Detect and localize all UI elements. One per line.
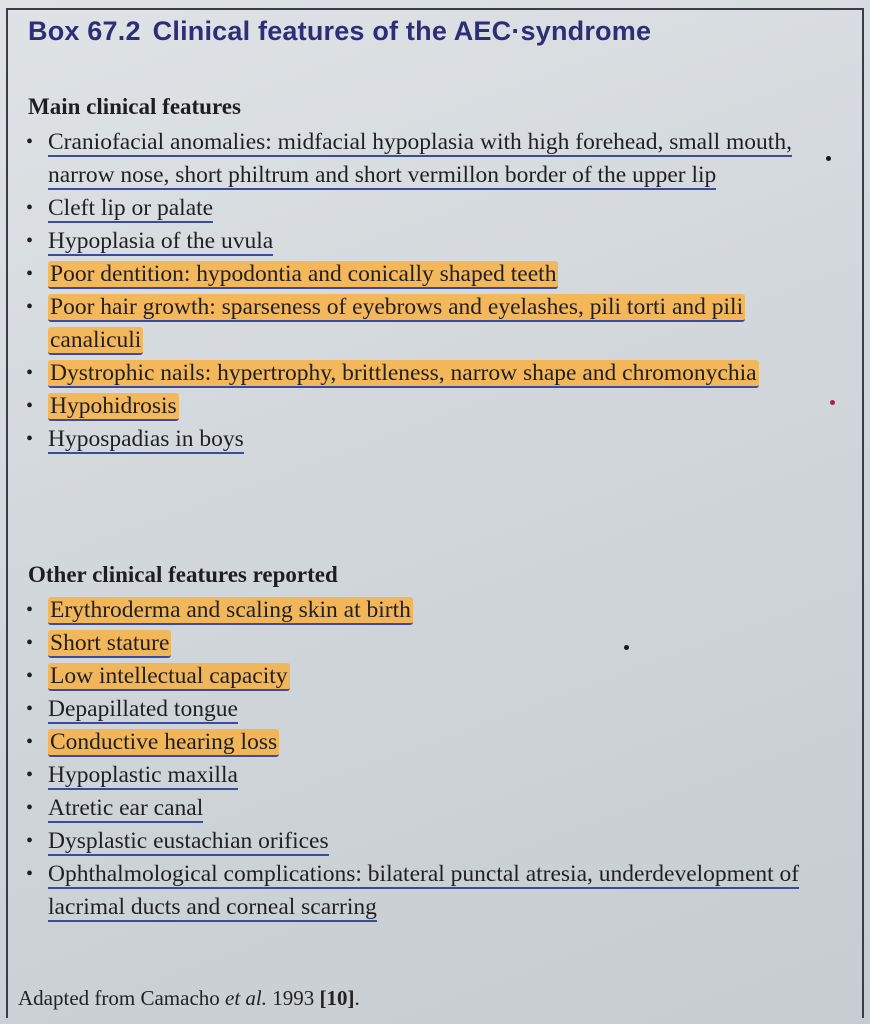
feature-text: Depapillated tongue <box>48 696 238 722</box>
other-features-list <box>22 594 802 924</box>
main-features-list <box>22 126 802 456</box>
feature-text: Short stature <box>50 630 170 656</box>
feature-text: Dystrophic nails: hypertrophy, brittleness, narrow shape and chromonychia <box>50 360 757 386</box>
feature-text: Hypospadias in boys <box>48 426 244 452</box>
box-number: Box 67.2 <box>28 16 141 46</box>
feature-item <box>22 192 802 225</box>
other-features-heading: Other clinical features reported <box>28 562 338 587</box>
feature-item <box>22 726 802 759</box>
feature-item <box>22 825 802 858</box>
pen-mark <box>830 400 835 405</box>
feature-item <box>22 594 802 627</box>
source-citation: Adapted from Camacho et al. 1993 [10]. <box>18 986 360 1010</box>
feature-text: Hypoplasia of the uvula <box>48 228 274 254</box>
feature-item <box>22 126 802 192</box>
feature-item <box>22 792 802 825</box>
feature-text: Ophthalmological complications: bilateral punctal atresia, underdevelopment of lacrimal ducts and corneal scarring <box>48 861 800 920</box>
feature-text: Atretic ear canal <box>48 795 204 821</box>
feature-item <box>22 357 802 390</box>
feature-item <box>22 693 802 726</box>
feature-text: Conductive hearing loss <box>50 729 278 755</box>
feature-item <box>22 423 802 456</box>
feature-text: Hypohidrosis <box>50 393 177 419</box>
feature-text: Poor hair growth: sparseness of eyebrows and eyelashes, pili torti and pili canaliculi <box>50 294 744 353</box>
box-title-text: Clinical features of the AEC·syndrome <box>152 16 652 46</box>
feature-item <box>22 291 802 357</box>
feature-item <box>22 858 802 924</box>
pen-mark <box>826 156 831 161</box>
feature-item <box>22 258 802 291</box>
feature-text: Craniofacial anomalies: midfacial hypoplasia with high forehead, small mouth, narrow nose, short philtrum and short vermillon border of the upper lip <box>48 129 792 188</box>
feature-item <box>22 390 802 423</box>
feature-item <box>22 759 802 792</box>
main-features-heading: Main clinical features <box>28 94 241 119</box>
feature-text: Dysplastic eustachian orifices <box>48 828 329 854</box>
feature-item <box>22 225 802 258</box>
feature-text: Erythroderma and scaling skin at birth <box>50 597 411 623</box>
pen-mark <box>624 645 629 650</box>
feature-text: Poor dentition: hypodontia and conically shaped teeth <box>50 261 557 287</box>
feature-text: Low intellectual capacity <box>50 663 288 689</box>
feature-item <box>22 627 802 660</box>
feature-text: Cleft lip or palate <box>48 195 214 221</box>
box-title <box>28 16 651 47</box>
feature-text: Hypoplastic maxilla <box>48 762 238 788</box>
feature-item <box>22 660 802 693</box>
